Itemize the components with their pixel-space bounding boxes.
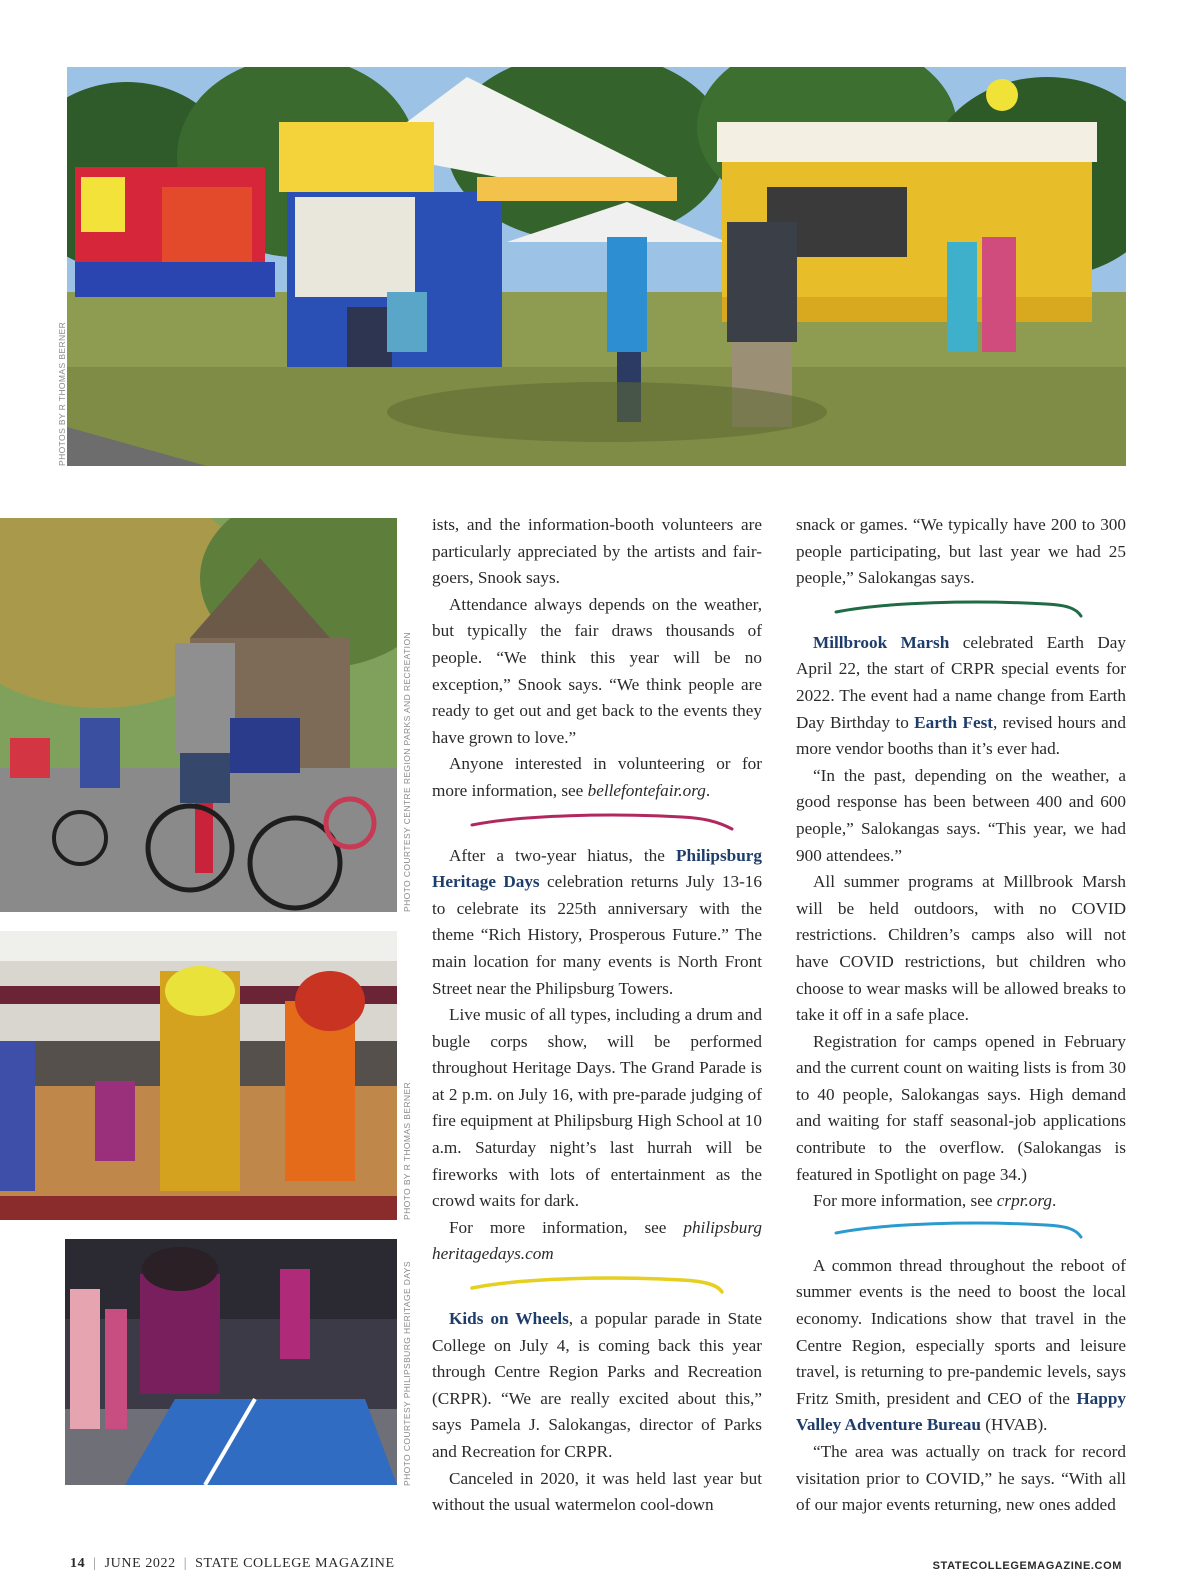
- earth-fest-link[interactable]: Earth Fest: [914, 712, 994, 732]
- section-divider-yellow: [432, 1270, 762, 1298]
- gymnast-photo: [65, 1239, 397, 1485]
- paragraph: Live music of all types, including a drum and bugle corps show, will be performed throughout Heritage Days. The Grand Parade is at 2 p.m. on July 16, with pre-parade judging of fire equipment at Philipsburg High School at 10 a.m. Saturday night’s last hurrah will be fireworks with lots of entertainment as the crowd waits for dark.: [432, 1005, 762, 1211]
- millbrook-marsh-link[interactable]: Millbrook Marsh: [813, 632, 950, 652]
- fair-photo: [67, 67, 1126, 466]
- section-divider-blue: [796, 1217, 1126, 1245]
- top-photo-credit: PHOTOS BY R THOMAS BERNER: [57, 321, 67, 466]
- paragraph: ists, and the information-booth volunteers are particularly appreciated by the artists and fair-goers, Snook says.: [432, 515, 762, 588]
- philipsburg-heritagedays-link[interactable]: philipsburg heritagedays.com: [432, 1217, 762, 1264]
- magazine-name: STATE COLLEGE MAGAZINE: [195, 1556, 395, 1571]
- paragraph: For more information, see philipsburg heritagedays.com: [432, 1217, 762, 1264]
- article-column-1: [432, 512, 762, 1519]
- kids-on-wheels-photo: [0, 518, 397, 912]
- paragraph: After a two-year hiatus, the Philipsburg Heritage Days celebration returns July 13-16 to celebrate its 225th anniversary with the theme “Rich History, Prosperous Future.” The main location for many events is North Front Street near the Philipsburg Towers.: [432, 845, 762, 998]
- section-divider-magenta: [432, 807, 762, 835]
- page-number: 14: [70, 1556, 86, 1571]
- paragraph: “The area was actually on track for record visitation prior to COVID,” he says. “With all of our major events returning, new ones added: [796, 1442, 1126, 1515]
- issue-date: JUNE 2022: [104, 1556, 176, 1571]
- section-divider-green: [796, 594, 1126, 622]
- paragraph: snack or games. “We typically have 200 to 300 people participating, but last year we had 25 people,” Salokangas says.: [796, 515, 1126, 588]
- crpr-link[interactable]: crpr.org: [996, 1191, 1053, 1211]
- paragraph: Millbrook Marsh celebrated Earth Day April 22, the start of CRPR special events for 2022. The event had a name change from Earth Day Birthday to Earth Fest, revised hours and more vendor booths than it’s ever had.: [796, 632, 1126, 759]
- bikes-photo-credit: PHOTO COURTESY CENTRE REGION PARKS AND RECREATION: [402, 632, 412, 912]
- paragraph: Anyone interested in volunteering or for more information, see bellefontefair.org.: [432, 754, 762, 800]
- dancers-photo-credit: PHOTO BY R THOMAS BERNER: [402, 1081, 412, 1220]
- happy-valley-adventure-bureau-link[interactable]: Happy Valley Adventure Bureau: [796, 1388, 1126, 1435]
- gymnast-photo-credit: PHOTO COURTESY PHILIPSBURG HERITAGE DAYS: [402, 1261, 412, 1486]
- bellefontefair-link[interactable]: bellefontefair.org: [587, 780, 706, 800]
- website-url[interactable]: STATECOLLEGEMAGAZINE.COM: [932, 1560, 1122, 1572]
- paragraph: For more information, see crpr.org.: [813, 1191, 1057, 1211]
- paragraph: A common thread throughout the reboot of summer events is the need to boost the local economy. Indications show that travel in the Centre Region, especially sports and leisure travel, is returning to pre-pandemic levels, says Fritz Smith, president and CEO of the Happy Valley Adventure Bureau (HVAB).: [796, 1255, 1126, 1435]
- paragraph: Registration for camps opened in February and the current count on waiting lists is from 30 to 40 people, Salokangas says. High demand and waiting for staff seasonal-job applications contribute to the overflow. (Salokangas is featured in Spotlight on page 34.): [796, 1031, 1126, 1184]
- philipsburg-heritage-days-link[interactable]: Philipsburg Heritage Days: [432, 845, 762, 892]
- page-footer: 14 | JUNE 2022 | STATE COLLEGE MAGAZINE: [70, 1556, 395, 1571]
- paragraph: Canceled in 2020, it was held last year but without the usual watermelon cool-down: [432, 1468, 762, 1515]
- paragraph: Kids on Wheels, a popular parade in State College on July 4, is coming back this year through Centre Region Parks and Recreation (CRPR). “We are really excited about this,” says Pamela J. Salokangas, director of Parks and Recreation for CRPR.: [432, 1309, 762, 1461]
- kids-on-wheels-link[interactable]: Kids on Wheels: [449, 1309, 569, 1329]
- paragraph: Attendance always depends on the weather, but typically the fair draws thousands of people. “We think this year will be no exception,” Snook says. “We think people are ready to get out and get back to the events they have grown to love.”: [432, 594, 762, 747]
- paragraph: All summer programs at Millbrook Marsh will be held outdoors, with no COVID restrictions. Children’s camps also will not have COVID restrictions, but children who choose to wear masks will be allowed breaks to take it off in a safe place.: [796, 872, 1126, 1025]
- paragraph: “In the past, depending on the weather, a good response has been between 400 and 600 people,” Salokangas says. “This year, we had 900 attendees.”: [796, 765, 1126, 865]
- powwow-dancers-photo: [0, 931, 397, 1220]
- article-column-2: [796, 512, 1126, 1519]
